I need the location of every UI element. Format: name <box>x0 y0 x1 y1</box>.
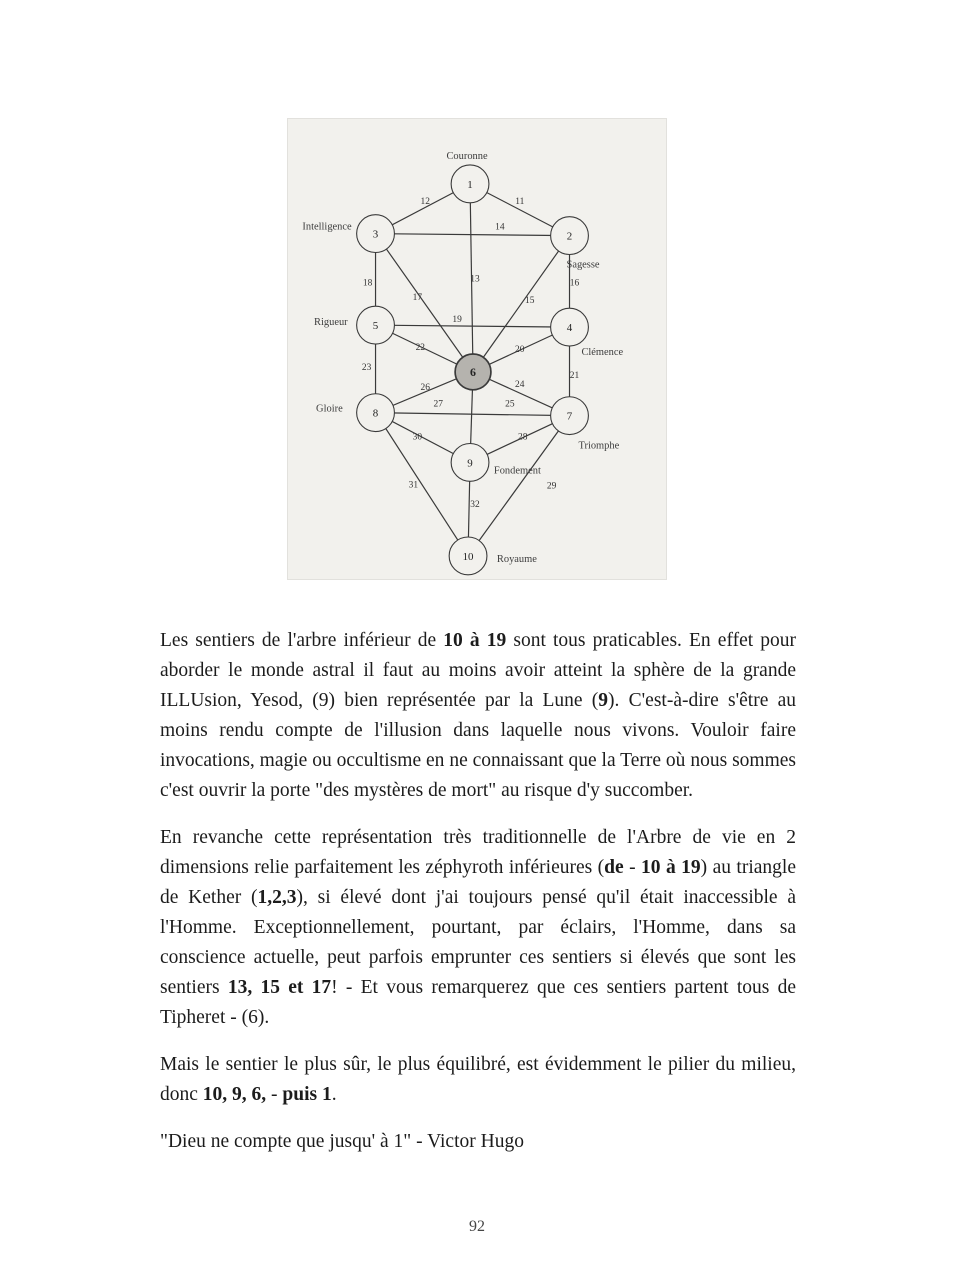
sephira-number-5: 5 <box>372 320 379 333</box>
path-line-7-8 <box>376 413 570 416</box>
sephira-number-4: 4 <box>566 322 573 335</box>
paragraph: Mais le sentier le plus sûr, le plus équilibré, est évidemment le pilier du milieu, donc 10, 9, 6, - puis 1. <box>160 1054 796 1105</box>
sephira-number-6: 6 <box>470 364 477 379</box>
path-number-26: 26 <box>420 382 430 393</box>
path-number-30: 30 <box>412 432 423 443</box>
sephira-label-7: Triomphe <box>578 440 620 452</box>
paragraph: Les sentiers de l'arbre inférieur de 10 à 19 sont tous praticables. En effet pour aborder le monde astral il faut au moins avoir atteint la sphère de la grande ILLUsion, Yesod, (9) bien représentée par la Lune (9). C'est-à-dire s'être au moins rendu compte de l'illusion dans laquelle nous vivons. Vouloir faire invocations, magie ou occultisme en ne connaissant que la Terre où nous sommes c'est ouvrir la porte "des mystères de mort" au risque d'y succomber. <box>160 630 796 801</box>
path-number-32: 32 <box>470 500 480 511</box>
path-number-21: 21 <box>569 370 580 381</box>
path-number-11: 11 <box>515 196 525 207</box>
tree-of-life-svg <box>288 119 666 579</box>
sephira-number-7: 7 <box>566 410 573 423</box>
body-text <box>160 626 796 1174</box>
sephira-label-9: Fondement <box>493 465 541 477</box>
path-number-25: 25 <box>505 399 515 410</box>
sephira-number-1: 1 <box>467 178 473 191</box>
sephira-label-8: Gloire <box>316 403 343 415</box>
sephira-number-3: 3 <box>372 228 379 241</box>
sephira-label-5: Rigueur <box>314 317 348 329</box>
sephira-label-3: Intelligence <box>302 221 352 233</box>
path-number-29: 29 <box>546 481 557 492</box>
sephira-label-10: Royaume <box>496 553 537 565</box>
path-number-16: 16 <box>569 278 580 289</box>
sephira-number-2: 2 <box>566 230 573 243</box>
sephira-number-10: 10 <box>462 550 474 563</box>
sephira-label-2: Sagesse <box>566 259 600 271</box>
page-number: 92 <box>469 1218 485 1235</box>
path-number-20: 20 <box>515 344 525 355</box>
path-number-18: 18 <box>362 278 373 289</box>
path-number-14: 14 <box>495 222 505 233</box>
path-number-27: 27 <box>433 399 443 410</box>
path-number-15: 15 <box>525 296 535 307</box>
path-number-17: 17 <box>412 293 423 304</box>
sephira-label-1: Couronne <box>446 151 488 163</box>
paragraph: En revanche cette représentation très traditionnelle de l'Arbre de vie en 2 dimensions relie parfaitement les zéphyroth inférieures (de - 10 à 19) au triangle de Kether (1,2,3), si élevé dont j'ai toujours pensé qu'il était inaccessible à l'Homme. Exceptionnellement, pourtant, par éclairs, l'Homme, dans sa conscience actuelle, peut parfois emprunter ces sentiers si élevés que sont les sentiers 13, 15 et 17! - Et vous remarquerez que ces sentiers partent tous de Tipheret - (6). <box>160 827 796 1028</box>
sephira-number-8: 8 <box>372 407 379 420</box>
paragraph: "Dieu ne compte que jusqu' à 1" - Victor Hugo <box>160 1131 524 1152</box>
path-number-19: 19 <box>452 315 462 326</box>
path-number-12: 12 <box>420 196 430 207</box>
path-number-22: 22 <box>415 342 426 353</box>
path-number-31: 31 <box>408 480 419 491</box>
tree-of-life-figure <box>287 118 667 580</box>
path-line-2-3 <box>376 234 570 236</box>
sephira-number-9: 9 <box>467 457 473 470</box>
sephira-label-4: Clémence <box>581 346 624 358</box>
path-number-23: 23 <box>361 362 372 373</box>
path-number-13: 13 <box>470 274 480 285</box>
path-number-24: 24 <box>515 379 525 390</box>
path-number-28: 28 <box>518 432 528 443</box>
